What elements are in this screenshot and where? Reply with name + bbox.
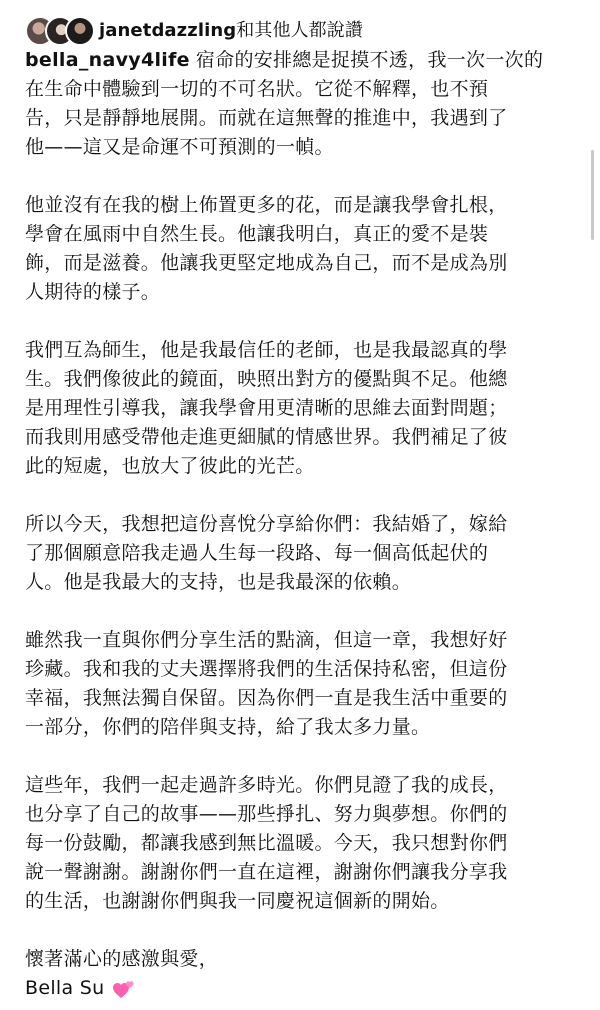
two-hearts-icon — [112, 977, 136, 1001]
scrollbar[interactable] — [591, 150, 594, 240]
likes-summary[interactable] — [99, 16, 363, 42]
post-caption — [25, 46, 580, 1003]
caption-paragraph: 我們互為師生，他是我最信任的老師，也是我最認真的學 生。我們像彼此的鏡面，映照出對方的優點與不足。他總 是用理性引導我，讓我學會用更清晰的思維去面對問題； 而我則用感受帶他走進更細膩的情感世界。我們補足了彼 此的短處，也放大了彼此的光芒。 — [25, 339, 508, 477]
avatar — [65, 16, 95, 46]
signature-row — [25, 974, 580, 1003]
caption-paragraph: 所以今天，我想把這份喜悅分享給你們：我結婚了，嫁給 了那個願意陪我走過人生每一段路、每一個高低起伏的 人。他是我最大的支持，也是我最深的依賴。 — [25, 513, 508, 593]
likes-row[interactable] — [25, 12, 363, 46]
caption-paragraph: 這些年，我們一起走過許多時光。你們見證了我的成長， 也分享了自己的故事——那些掙扎、努力與夢想。你們的 每一份鼓勵，都讓我感到無比溫暖。今天，我只想對你們 說一聲謝謝。謝謝你們一直在這裡，謝謝你們讓我分享我 的生活，也謝謝你們與我一同慶祝這個新的開始。 — [25, 774, 508, 912]
signature: Bella Su — [25, 977, 105, 999]
caption-paragraph: 雖然我一直與你們分享生活的點滴，但這一章，我想好好 珍藏。我和我的丈夫選擇將我們的生活保持私密，但這份 幸福，我無法獨自保留。因為你們一直是我生活中重要的 一部分，你們的陪伴與支持，給了我太多力量。 — [25, 629, 508, 738]
likes-suffix: 和其他人都說讚 — [236, 20, 363, 41]
liker-avatars[interactable] — [25, 14, 93, 44]
caption-paragraph — [25, 46, 580, 162]
author-username[interactable]: bella_navy4life — [25, 49, 190, 71]
closing-line: 懷著滿心的感激與愛， — [25, 948, 219, 970]
caption-paragraph: 他並沒有在我的樹上佈置更多的花，而是讓我學會扎根， 學會在風雨中自然生長。他讓我明白，真正的愛不是裝 飾，而是滋養。他讓我更堅定地成為自己，而不是成為別 人期待的樣子。 — [25, 194, 508, 303]
caption-text: 宿命的安排總是捉摸不透，我一次一次的 在生命中體驗到一切的不可名狀。它從不解釋，也不預 告，只是靜靜地展開。而就在這無聲的推進中，我遇到了 他——這又是命運不可預測的一幀。 — [25, 49, 544, 158]
liker-username[interactable]: janetdazzling — [99, 20, 237, 41]
